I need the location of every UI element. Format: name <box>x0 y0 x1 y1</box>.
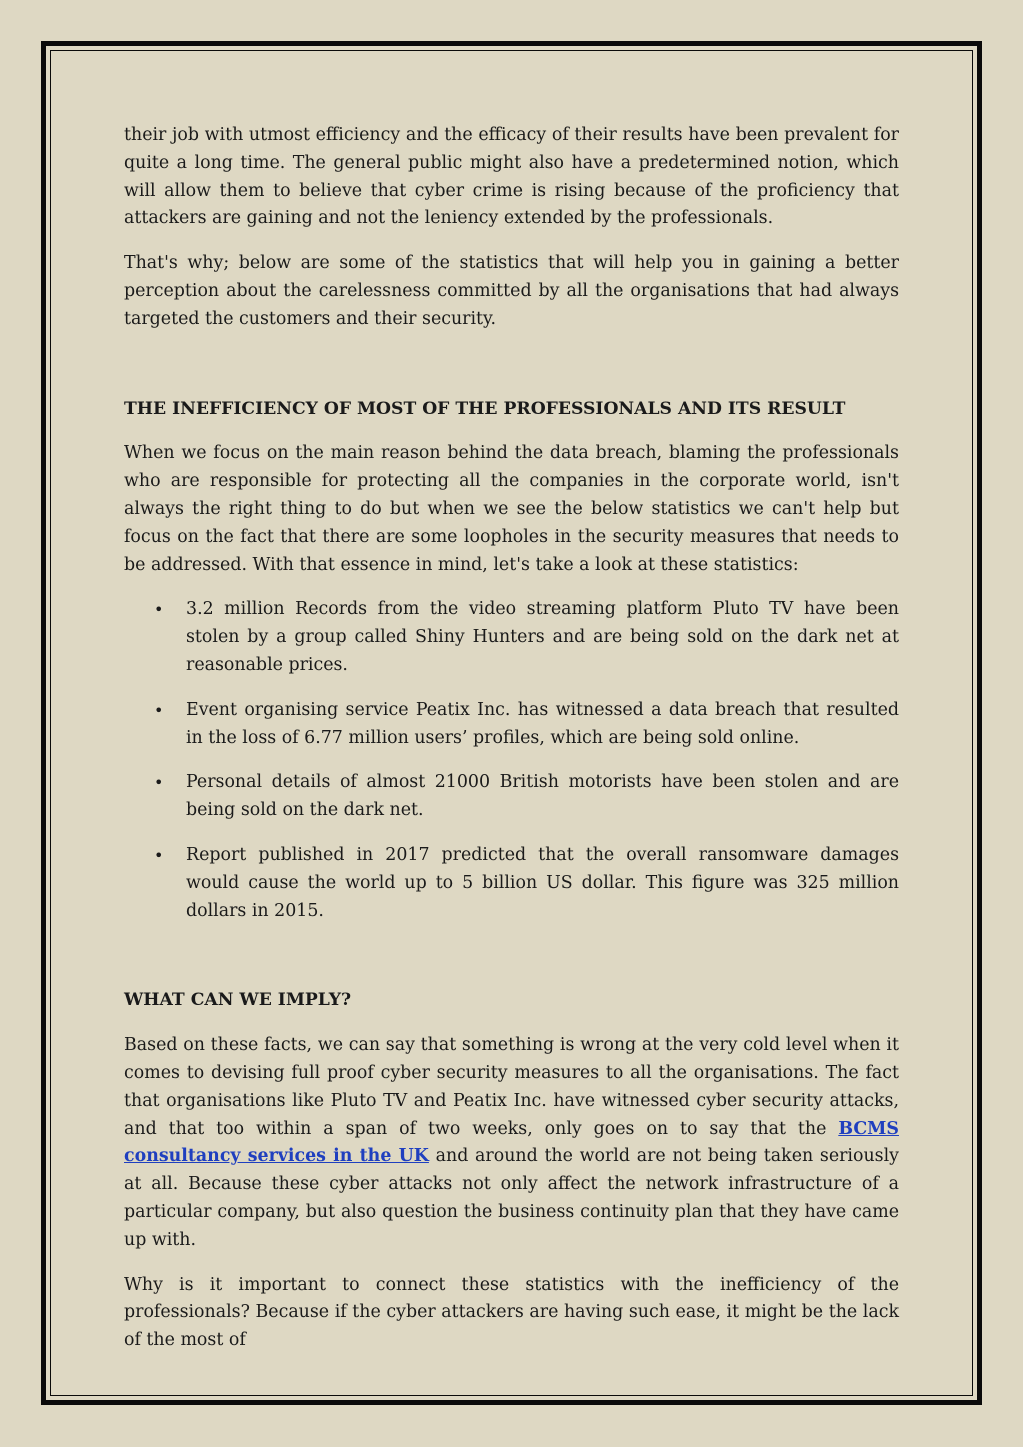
paragraph-facts <box>124 1032 899 1254</box>
spacer <box>124 351 899 396</box>
spacer <box>124 942 899 987</box>
list-item-text: Personal details of almost 21000 British motorists have been stolen and are being sold on the dark net. <box>186 772 899 821</box>
statistics-list <box>124 596 899 925</box>
list-item <box>124 842 899 925</box>
section-heading-inefficiency: THE INEFFICIENCY OF MOST OF THE PROFESSIONALS AND ITS RESULT <box>124 398 846 419</box>
paragraph-why-important: Why is it important to connect these statistics with the inefficiency of the professionals? Because if the cyber attackers are having such ease, it might be the lack of the most of <box>124 1274 899 1351</box>
document-body <box>124 122 899 1372</box>
bullet-icon: • <box>154 600 164 620</box>
paragraph-intro-continuation: their job with utmost efficiency and the efficacy of their results have been prevalent for quite a long time. The general public might also have a predetermined notion, which will allow them to believe that cyber crime is rising because of the proficiency that attackers are gaining and not the leniency extended by the professionals. <box>124 125 899 229</box>
bullet-icon: • <box>154 845 164 865</box>
bullet-icon: • <box>154 773 164 793</box>
list-item-text: 3.2 million Records from the video streaming platform Pluto TV have been stolen by a group called Shiny Hunters and are being sold on the dark net at reasonable prices. <box>186 599 899 675</box>
list-item-text: Event organising service Peatix Inc. has witnessed a data breach that resulted in the loss of 6.77 million users’ profiles, which are being sold online. <box>186 699 899 748</box>
paragraph-statistics-intro: That's why; below are some of the statistics that will help you in gaining a better perception about the carelessness committed by all the organisations that had always targeted the customers and their security. <box>124 253 899 329</box>
paragraph-data-breach: When we focus on the main reason behind the data breach, blaming the professionals who are responsible for protecting all the companies in the corporate world, isn't always the right thing to do but when we see the below statistics we can't help but focus on the fact that there are some loopholes in the security measures that needs to be addressed. With that essence in mind, let's take a look at these statistics: <box>124 443 899 575</box>
section-heading-imply: WHAT CAN WE IMPLY? <box>124 990 352 1011</box>
bcms-consultancy-link[interactable]: BCMS consultancy services in the UK <box>124 1118 899 1167</box>
list-item <box>124 769 899 825</box>
bullet-icon: • <box>154 700 164 720</box>
paragraph-text: and around the world are not being taken seriously at all. Because these cyber attacks not only affect the network infrastructure of a particular company, but also question the business continuity plan that they have came up with. <box>124 1146 899 1250</box>
list-item <box>124 596 899 679</box>
list-item-text: Report published in 2017 predicted that the overall ransomware damages would cause the world up to 5 billion US dollar. This figure was 325 million dollars in 2015. <box>186 844 899 921</box>
paragraph-text: Based on these facts, we can say that something is wrong at the very cold level when it comes to devising full proof cyber security measures to all the organisations. The fact that organisations like Pluto TV and Peatix Inc. have witnessed cyber security attacks, and that too within a span of two weeks, only goes on to say that the <box>124 1035 899 1139</box>
list-item <box>124 697 899 753</box>
